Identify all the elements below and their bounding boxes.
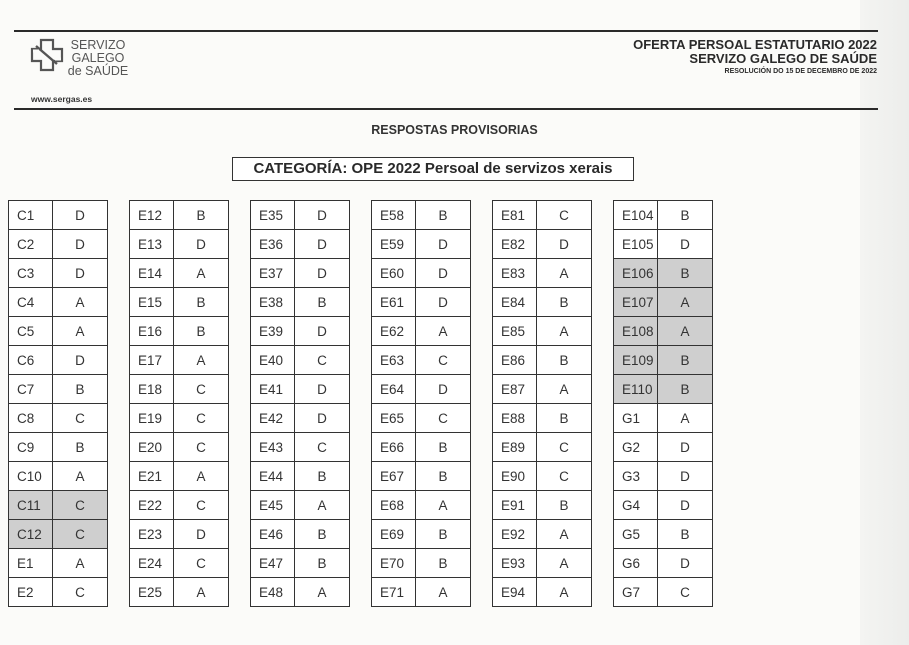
question-number: E16 [130, 317, 174, 346]
answer-letter: B [658, 520, 713, 549]
answer-letter: D [295, 201, 350, 230]
answer-letter: C [174, 404, 229, 433]
answer-row [614, 201, 713, 230]
answer-row [614, 404, 713, 433]
question-number: E41 [251, 375, 295, 404]
answer-letter: B [537, 404, 592, 433]
answer-letter: D [658, 462, 713, 491]
answer-row [130, 317, 229, 346]
answer-letter: D [53, 259, 108, 288]
answer-row [130, 404, 229, 433]
answer-letter: D [658, 230, 713, 259]
question-number: G1 [614, 404, 658, 433]
answer-row [9, 520, 108, 549]
answer-row [9, 230, 108, 259]
category-box: CATEGORÍA: OPE 2022 Persoal de servizos xerais [232, 157, 634, 181]
question-number: E91 [493, 491, 537, 520]
answer-row [372, 433, 471, 462]
answer-row [614, 259, 713, 288]
answer-letter: A [174, 578, 229, 607]
answer-row [9, 259, 108, 288]
brand-line-3: de SAÚDE [67, 64, 129, 78]
question-number: E37 [251, 259, 295, 288]
answer-row [372, 317, 471, 346]
answer-column-4 [371, 200, 471, 607]
answer-letter: C [53, 404, 108, 433]
answer-row [9, 288, 108, 317]
question-number: E106 [614, 259, 658, 288]
question-number: E36 [251, 230, 295, 259]
answer-letter: A [537, 375, 592, 404]
answer-letter: C [295, 346, 350, 375]
question-number: E88 [493, 404, 537, 433]
question-number: E15 [130, 288, 174, 317]
answer-letter: A [658, 317, 713, 346]
answer-row [130, 520, 229, 549]
answer-letter: D [174, 230, 229, 259]
answer-letter: B [658, 375, 713, 404]
answer-row [493, 491, 592, 520]
answer-row [251, 404, 350, 433]
question-number: E65 [372, 404, 416, 433]
answer-row [614, 520, 713, 549]
question-number: E60 [372, 259, 416, 288]
question-number: E109 [614, 346, 658, 375]
question-number: E40 [251, 346, 295, 375]
answer-letter: A [53, 288, 108, 317]
question-number: E104 [614, 201, 658, 230]
question-number: E47 [251, 549, 295, 578]
question-number: E62 [372, 317, 416, 346]
answer-row [493, 462, 592, 491]
answer-row [372, 230, 471, 259]
answer-letter: A [537, 317, 592, 346]
answer-letter: B [295, 462, 350, 491]
answer-row [614, 230, 713, 259]
answer-letter: D [416, 230, 471, 259]
answer-letter: D [295, 230, 350, 259]
answer-row [493, 259, 592, 288]
answer-letter: A [53, 549, 108, 578]
question-number: E24 [130, 549, 174, 578]
question-number: E83 [493, 259, 537, 288]
question-number: E89 [493, 433, 537, 462]
answer-row [130, 549, 229, 578]
answer-row [9, 578, 108, 607]
answer-letter: A [416, 317, 471, 346]
answer-column-2 [129, 200, 229, 607]
question-number: E69 [372, 520, 416, 549]
question-number: G6 [614, 549, 658, 578]
brand-line-2: GALEGO [71, 51, 125, 65]
answer-letter: A [53, 317, 108, 346]
answer-row [251, 549, 350, 578]
question-number: G3 [614, 462, 658, 491]
answer-row [614, 578, 713, 607]
answer-letter: D [416, 375, 471, 404]
answer-row [372, 201, 471, 230]
answer-letter: B [53, 433, 108, 462]
answer-letter: B [295, 549, 350, 578]
question-number: E84 [493, 288, 537, 317]
answer-row [251, 317, 350, 346]
answer-row [9, 433, 108, 462]
answer-row [372, 578, 471, 607]
question-number: E14 [130, 259, 174, 288]
answer-letter: A [53, 462, 108, 491]
question-number: G7 [614, 578, 658, 607]
answer-row [130, 346, 229, 375]
question-number: E85 [493, 317, 537, 346]
question-number: E94 [493, 578, 537, 607]
answer-letter: A [295, 491, 350, 520]
question-number: C9 [9, 433, 53, 462]
question-number: G5 [614, 520, 658, 549]
answer-row [614, 346, 713, 375]
question-number: E20 [130, 433, 174, 462]
question-number: G2 [614, 433, 658, 462]
answer-row [130, 288, 229, 317]
answer-letter: B [416, 462, 471, 491]
answer-letter: B [53, 375, 108, 404]
header-top-rule [14, 30, 878, 32]
answer-letter: B [416, 201, 471, 230]
question-number: C7 [9, 375, 53, 404]
answer-letter: D [295, 259, 350, 288]
question-number: E38 [251, 288, 295, 317]
question-number: E42 [251, 404, 295, 433]
question-number: E46 [251, 520, 295, 549]
answer-row [372, 404, 471, 433]
answer-row [614, 288, 713, 317]
answer-row [9, 462, 108, 491]
question-number: E43 [251, 433, 295, 462]
answer-letter: A [174, 259, 229, 288]
question-number: E81 [493, 201, 537, 230]
answer-letter: B [174, 201, 229, 230]
answer-letter: D [658, 491, 713, 520]
answer-row [372, 549, 471, 578]
question-number: E44 [251, 462, 295, 491]
answer-letter: B [537, 288, 592, 317]
answer-letter: D [416, 259, 471, 288]
answer-letter: B [416, 433, 471, 462]
answer-column-5 [492, 200, 592, 607]
answer-row [372, 288, 471, 317]
answer-row [9, 346, 108, 375]
answer-letter: D [295, 404, 350, 433]
question-number: E87 [493, 375, 537, 404]
answer-row [493, 578, 592, 607]
question-number: C8 [9, 404, 53, 433]
answer-letter: C [53, 520, 108, 549]
answer-letter: A [537, 578, 592, 607]
answer-letter: C [537, 433, 592, 462]
answer-letter: A [174, 462, 229, 491]
answer-row [251, 433, 350, 462]
question-number: E82 [493, 230, 537, 259]
answer-row [372, 259, 471, 288]
answer-letter: C [174, 549, 229, 578]
answer-letter: C [53, 578, 108, 607]
answer-row [130, 578, 229, 607]
question-number: E12 [130, 201, 174, 230]
answer-letter: B [416, 520, 471, 549]
answer-row [251, 375, 350, 404]
answer-row [493, 404, 592, 433]
answer-letter: C [295, 433, 350, 462]
question-number: E25 [130, 578, 174, 607]
answer-row [372, 346, 471, 375]
question-number: E92 [493, 520, 537, 549]
answer-letter: A [416, 491, 471, 520]
answer-letter: C [416, 404, 471, 433]
answer-row [130, 491, 229, 520]
answer-letter: A [658, 288, 713, 317]
answer-row [251, 520, 350, 549]
question-number: C12 [9, 520, 53, 549]
question-number: E90 [493, 462, 537, 491]
answer-letter: B [295, 520, 350, 549]
question-number: E17 [130, 346, 174, 375]
answer-letter: D [53, 230, 108, 259]
question-number: C1 [9, 201, 53, 230]
answer-row [493, 375, 592, 404]
question-number: E108 [614, 317, 658, 346]
answer-letter: A [537, 259, 592, 288]
resolution-date: RESOLUCIÓN DO 15 DE DECEMBRO DE 2022 [724, 68, 877, 75]
question-number: C6 [9, 346, 53, 375]
answer-row [372, 491, 471, 520]
question-number: C2 [9, 230, 53, 259]
question-number: E35 [251, 201, 295, 230]
answer-row [130, 201, 229, 230]
answer-row [614, 375, 713, 404]
question-number: E93 [493, 549, 537, 578]
answer-row [130, 259, 229, 288]
answer-row [9, 491, 108, 520]
question-number: C10 [9, 462, 53, 491]
answer-row [251, 578, 350, 607]
answer-row [251, 201, 350, 230]
question-number: E2 [9, 578, 53, 607]
question-number: E59 [372, 230, 416, 259]
answer-column-6 [613, 200, 713, 607]
answer-letter: C [537, 201, 592, 230]
answer-letter: C [174, 433, 229, 462]
header-bottom-rule [14, 108, 878, 110]
answer-row [493, 346, 592, 375]
answer-column-1 [8, 200, 108, 607]
question-number: E18 [130, 375, 174, 404]
answer-column-3 [250, 200, 350, 607]
question-number: E86 [493, 346, 537, 375]
answer-letter: D [53, 201, 108, 230]
answer-row [493, 201, 592, 230]
answer-row [493, 433, 592, 462]
answer-row [614, 462, 713, 491]
sergas-cross-logo-icon [30, 38, 64, 72]
answer-letter: A [537, 549, 592, 578]
answer-letter: B [537, 491, 592, 520]
answer-row [251, 230, 350, 259]
answer-row [9, 317, 108, 346]
question-number: E19 [130, 404, 174, 433]
answer-row [251, 491, 350, 520]
answer-letter: A [295, 578, 350, 607]
answer-row [130, 433, 229, 462]
answer-row [9, 549, 108, 578]
question-number: E45 [251, 491, 295, 520]
answer-letter: C [174, 491, 229, 520]
question-number: E22 [130, 491, 174, 520]
answer-letter: D [174, 520, 229, 549]
answer-letter: B [658, 346, 713, 375]
answer-row [251, 288, 350, 317]
answer-row [130, 462, 229, 491]
question-number: C5 [9, 317, 53, 346]
answer-row [9, 375, 108, 404]
question-number: E107 [614, 288, 658, 317]
website-url: www.sergas.es [31, 94, 93, 104]
offer-title: OFERTA PERSOAL ESTATUTARIO 2022 [633, 37, 877, 52]
answer-row [251, 259, 350, 288]
answer-letter: B [174, 317, 229, 346]
answer-letter: B [658, 259, 713, 288]
question-number: C3 [9, 259, 53, 288]
answer-letter: D [537, 230, 592, 259]
answer-letter: C [537, 462, 592, 491]
question-number: E66 [372, 433, 416, 462]
answer-letter: C [174, 375, 229, 404]
question-number: E110 [614, 375, 658, 404]
answer-row [251, 462, 350, 491]
question-number: C11 [9, 491, 53, 520]
organization-name: SERVIZO GALEGO DE SAÚDE [689, 51, 877, 66]
answer-row [614, 491, 713, 520]
answer-letter: D [53, 346, 108, 375]
answer-letter: B [658, 201, 713, 230]
answer-letter: A [416, 578, 471, 607]
question-number: E39 [251, 317, 295, 346]
answer-letter: B [174, 288, 229, 317]
answer-row [614, 433, 713, 462]
answer-row [614, 317, 713, 346]
question-number: E58 [372, 201, 416, 230]
question-number: E71 [372, 578, 416, 607]
question-number: G4 [614, 491, 658, 520]
answer-row [372, 462, 471, 491]
question-number: E105 [614, 230, 658, 259]
header-right-block [633, 38, 877, 78]
answer-row [614, 549, 713, 578]
question-number: E70 [372, 549, 416, 578]
question-number: E67 [372, 462, 416, 491]
question-number: E13 [130, 230, 174, 259]
question-number: E68 [372, 491, 416, 520]
question-number: C4 [9, 288, 53, 317]
question-number: E23 [130, 520, 174, 549]
answer-row [493, 288, 592, 317]
answer-letter: D [295, 317, 350, 346]
answer-letter: D [416, 288, 471, 317]
question-number: E61 [372, 288, 416, 317]
question-number: E48 [251, 578, 295, 607]
brand-line-1: SERVIZO [70, 38, 126, 52]
answer-row [493, 317, 592, 346]
question-number: E64 [372, 375, 416, 404]
answer-row [9, 201, 108, 230]
answer-letter: D [295, 375, 350, 404]
answer-letter: A [658, 404, 713, 433]
answer-letter: A [537, 520, 592, 549]
answer-letter: C [658, 578, 713, 607]
answer-letter: B [416, 549, 471, 578]
answer-row [493, 520, 592, 549]
answer-row [130, 375, 229, 404]
answer-row [493, 230, 592, 259]
question-number: E21 [130, 462, 174, 491]
answer-row [372, 375, 471, 404]
brand-name [66, 39, 130, 78]
answer-letter: B [295, 288, 350, 317]
answer-row [372, 520, 471, 549]
answer-row [9, 404, 108, 433]
answer-letter: D [658, 433, 713, 462]
answer-letter: C [416, 346, 471, 375]
answer-row [130, 230, 229, 259]
question-number: E1 [9, 549, 53, 578]
page-edge-shade [860, 0, 909, 645]
document-subtitle: RESPOSTAS PROVISORIAS [371, 123, 538, 137]
answer-letter: B [537, 346, 592, 375]
answer-letter: A [174, 346, 229, 375]
question-number: E63 [372, 346, 416, 375]
answer-row [251, 346, 350, 375]
answer-letter: C [53, 491, 108, 520]
answer-row [493, 549, 592, 578]
answer-letter: D [658, 549, 713, 578]
